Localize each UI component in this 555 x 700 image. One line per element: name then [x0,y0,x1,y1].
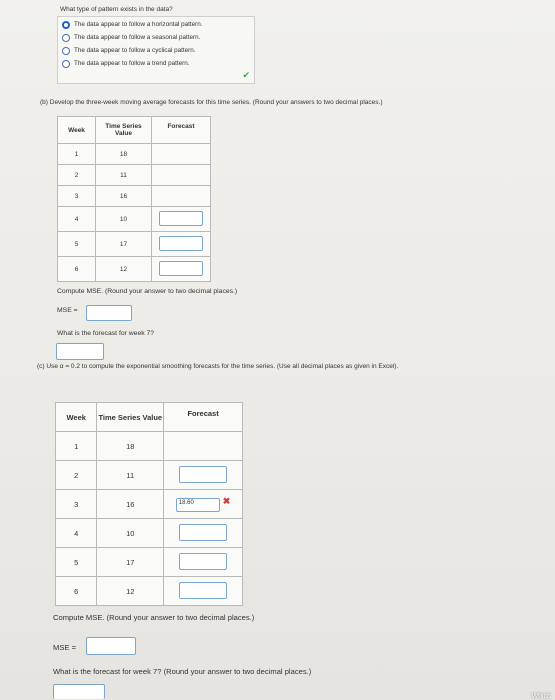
week-header: Week [58,117,96,144]
mse-prompt-b: Compute MSE. (Round your answer to two decimal places.) [57,288,238,295]
table-row: 5 17 [58,232,211,257]
forecast-input-week6[interactable] [159,261,203,276]
value-header: Time Series Value [97,403,164,432]
table-row: 2 11 [56,461,243,490]
week-header: Week [56,403,97,432]
forecast-input-week4[interactable] [159,211,203,226]
mse-prompt-c: Compute MSE. (Round your answer to two decimal places.) [53,613,255,622]
choice-label: The data appear to follow a horizontal pattern. [74,21,203,28]
part-b-instruction: (b) Develop the three-week moving average forecasts for this time series. (Round your answers to two decimal places.) [40,99,383,106]
table-row: 5 17 [56,548,243,577]
pattern-choices [57,16,255,84]
radio-icon[interactable] [62,47,70,55]
radio-selected-icon[interactable] [62,21,70,29]
forecast-week7-input-b[interactable] [56,343,104,360]
forecast-input-week4[interactable] [179,524,227,541]
incorrect-x-icon: ✖ [222,496,231,507]
forecast-input-week3[interactable]: 18.60 [176,498,220,512]
forecast-week7-prompt-b: What is the forecast for week 7? [57,330,155,337]
pattern-question: What type of pattern exists in the data? [60,6,173,13]
choice-label: The data appear to follow a trend pattern. [74,60,190,67]
corner-label: Which [531,693,551,700]
table-row: 6 12 [58,257,211,282]
correct-check-icon: ✔ [242,70,250,80]
choice-seasonal[interactable] [62,32,254,43]
forecast-header: Forecast [164,403,243,432]
mse-input-b[interactable] [86,305,132,321]
mse-label-c: MSE = [53,643,77,652]
mse-input-c[interactable] [86,637,136,655]
table-row: 3 16 18.60 ✖ [56,490,243,519]
choice-label: The data appear to follow a cyclical pattern. [74,47,196,54]
forecast-input-week2[interactable] [179,466,227,483]
table-row: 1 18 [56,432,243,461]
radio-icon[interactable] [62,34,70,42]
exp-smoothing-table [55,402,243,606]
value-header: Time Series Value [96,117,152,144]
radio-icon[interactable] [62,60,70,68]
table-row: 3 16 [58,186,211,207]
forecast-input-week6[interactable] [179,582,227,599]
table-row: 1 18 [58,144,211,165]
choice-cyclical[interactable] [62,45,254,56]
table-row: 4 10 [56,519,243,548]
moving-average-table [57,116,211,282]
choice-label: The data appear to follow a seasonal pattern. [74,34,201,41]
mse-label-b: MSE = [57,307,78,314]
forecast-week7-prompt-c: What is the forecast for week 7? (Round your answer to two decimal places.) [53,667,312,676]
forecast-input-week5[interactable] [179,553,227,570]
forecast-input-week5[interactable] [159,236,203,251]
forecast-week7-input-c[interactable] [53,684,105,699]
choice-trend[interactable] [62,58,254,69]
table-row: 6 12 [56,577,243,606]
part-c-instruction: (c) Use α = 0.2 to compute the exponential smoothing forecasts for the time series. (Use all decimal places as given in Excel). [37,363,399,370]
choice-horizontal[interactable] [62,19,254,30]
forecast-header: Forecast [152,117,211,144]
table-row: 4 10 [58,207,211,232]
table-row: 2 11 [58,165,211,186]
